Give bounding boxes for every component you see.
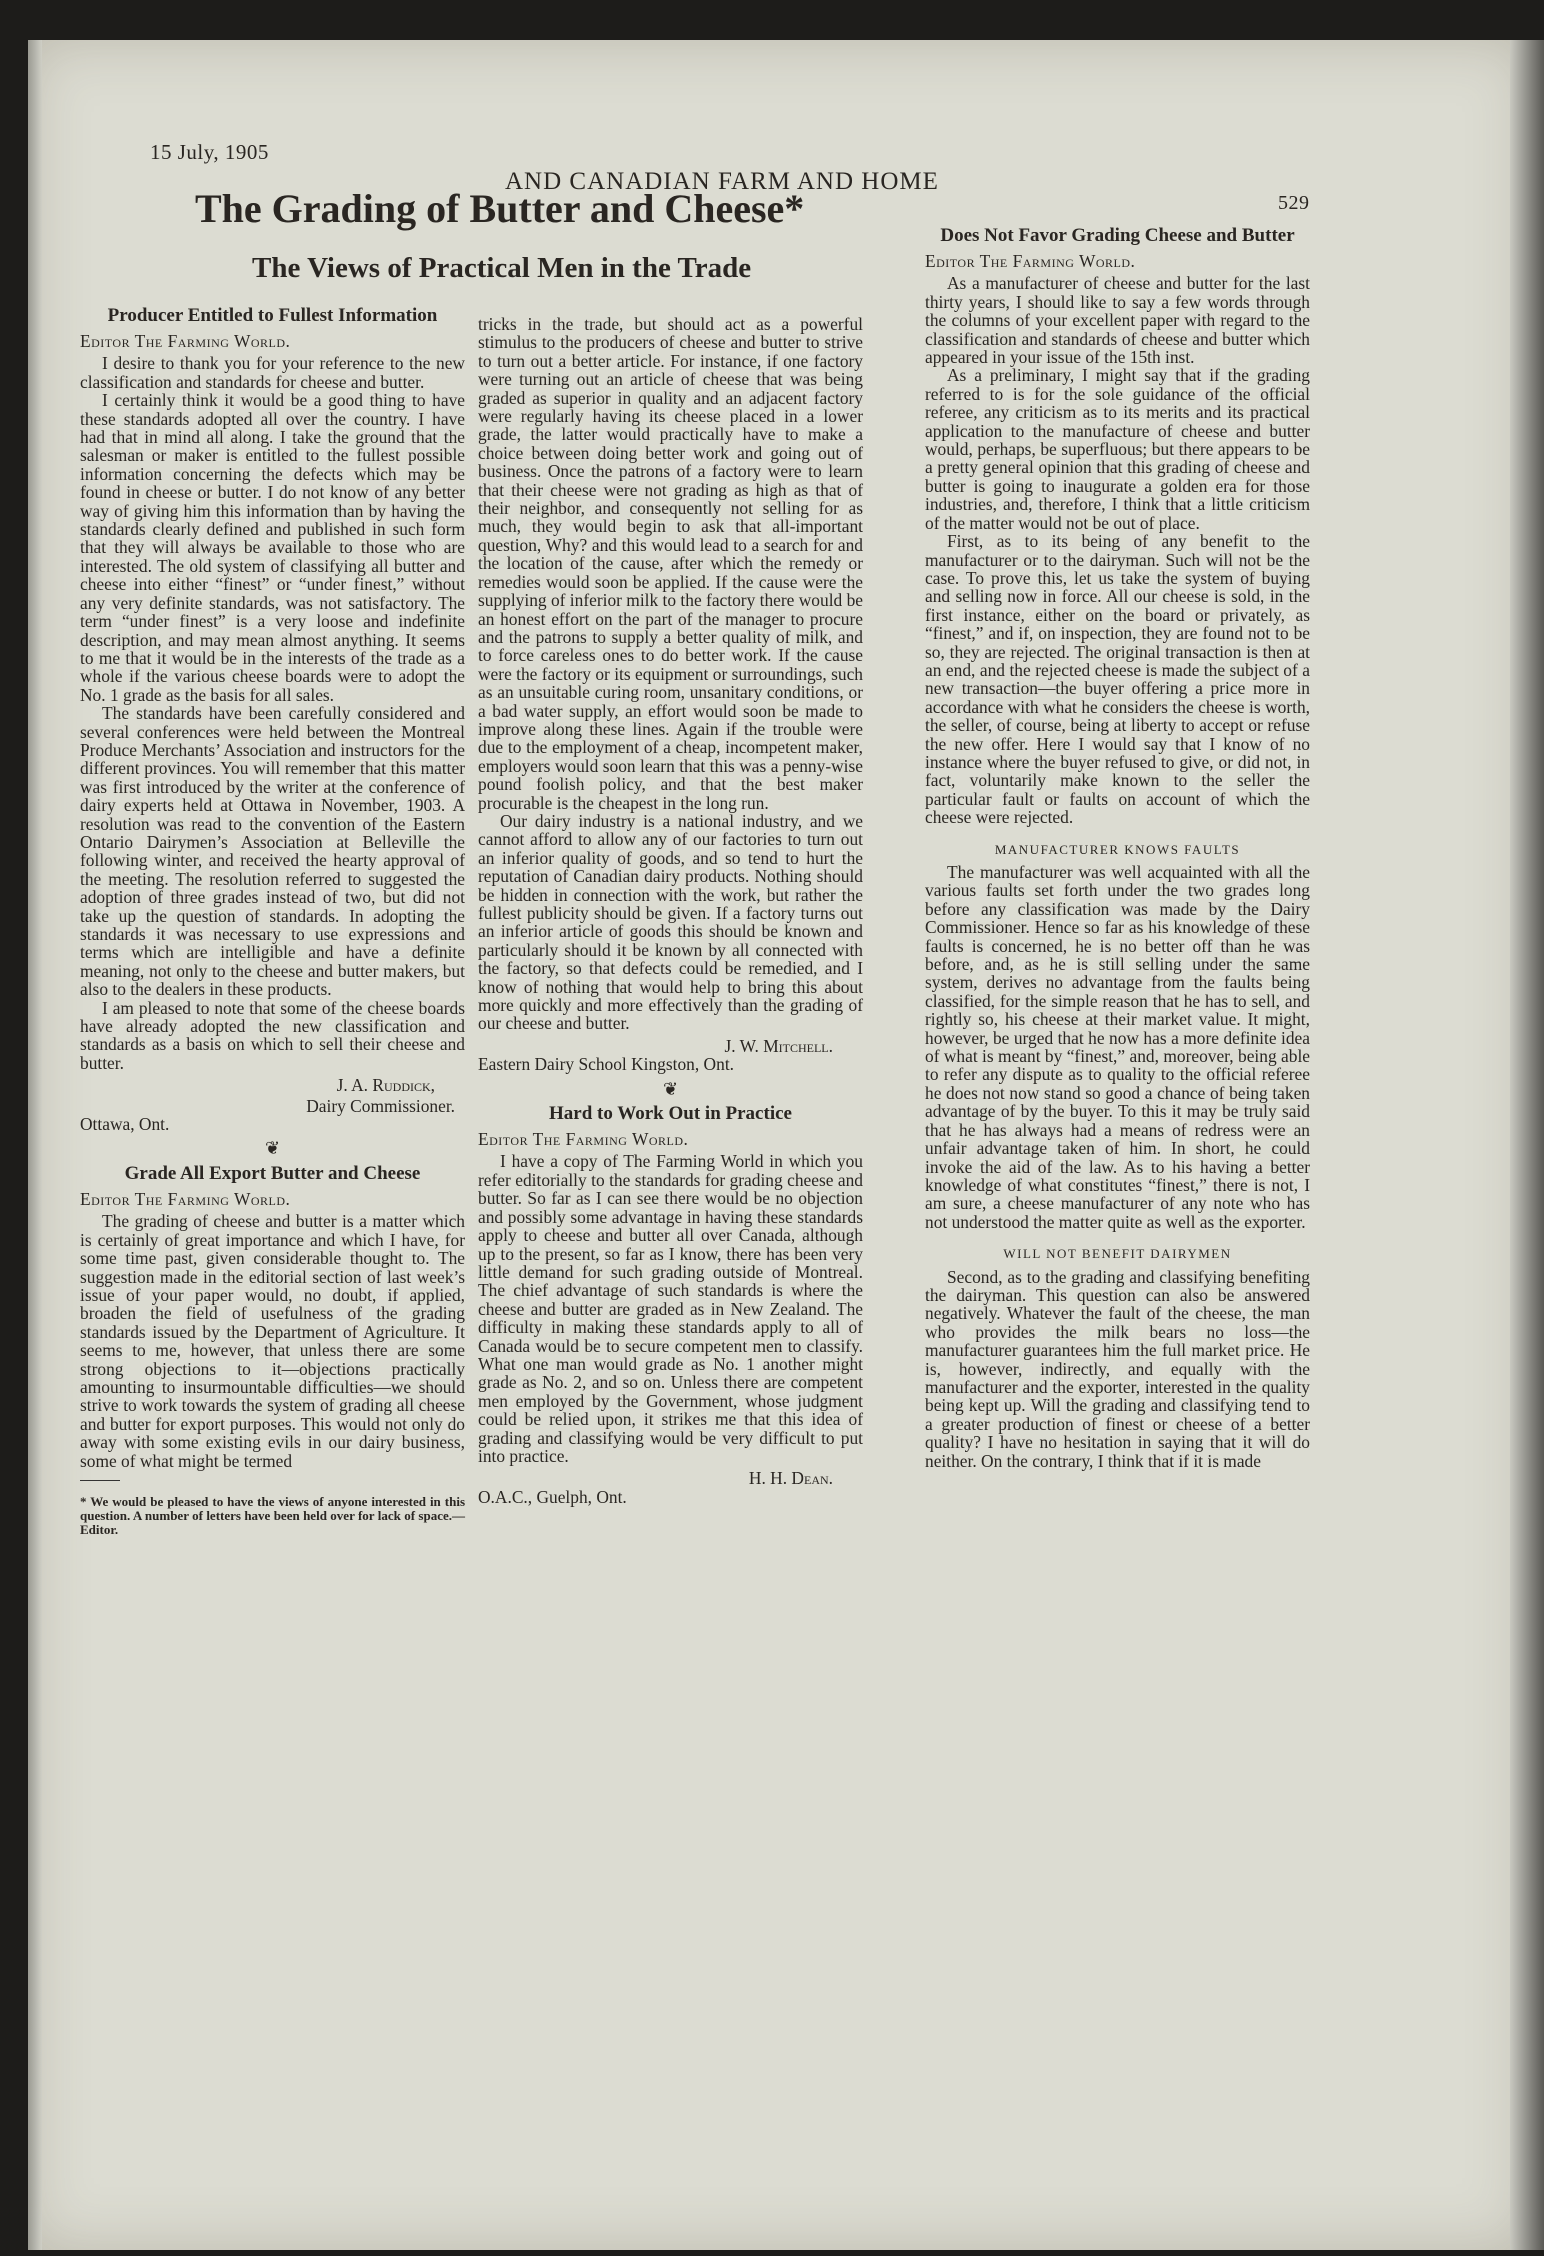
- page-right-edge: [1510, 40, 1544, 2250]
- paragraph: I am pleased to note that some of the cheese boards have already adopted the new classification and standards as a basis on which to sell their cheese and butter.: [80, 997, 465, 1073]
- paragraph: tricks in the trade, but should act as a powerful stimulus to the producers of cheese and butter to strive to turn out a better article. For instance, if one factory were turning out an article of cheese that was being graded as superior in quality and an adjacent factory were regularly having its cheese placed in a lower grade, the latter would practically have to make a choice between doing better work and going out of business. Once the patrons of a factory were to learn that their cheese were not grading as high as that of their neighbor, and consequently not selling for as much, they would begin to ask that all-important question, Why? and this would lead to a search for and the location of the cause, after which the remedy or remedies would soon be applied. If the cause were the supplying of inferior milk to the factory there would be an honest effort on the part of the manager to procure and the patrons to supply a better quality of milk, and to force careless ones to do better work. If the cause were the factory or its equipment or surroundings, such as an unsuitable curing room, unsanitary conditions, or a bad water supply, an effort would soon be made to improve along these lines. Again if the trouble were due to the employment of a cheap, incompetent maker, employers would soon learn that this was a penny-wise pound foolish policy, and that the best maker procurable is the cheapest in the long run.: [478, 314, 863, 813]
- article-subtitle: The Views of Practical Men in the Trade: [252, 252, 752, 284]
- paragraph: As a manufacturer of cheese and butter for the last thirty years, I should like to say a few words through the columns of your excellent paper with regard to the classification and standards of cheese and butter which appeared in your issue of the 15th inst.: [925, 273, 1310, 368]
- paragraph: I certainly think it would be a good thing to have these standards adopted all over the country. I have had that in mind all along. I take the ground that the salesman or maker is entitled to the fullest possible information concerning the defects which may be found in cheese or butter. I do not know of any better way of giving him this information than by having the standards clearly defined and published in such form that they will always be available to those who are interested. The old system of classifying all butter and cheese into either “finest” or “under finest,” without any very definite standards, was not satisfactory. The term “under finest” is a very loose and indefinite description, and may mean almost anything. It seems to me that it would be in the interests of the trade as a whole if the various cheese boards were to adopt the No. 1 grade as the basis for all sales.: [80, 390, 465, 705]
- author-title: Dairy Commissioner.: [306, 1095, 455, 1116]
- author-place: Eastern Dairy School Kingston, Ont.: [478, 1054, 734, 1075]
- paragraph: The manufacturer was well acquainted with all the various faults set forth under the two grades long before any classification was made by the Dairy Commissioner. Hence so far as his knowledge of these faults is concerned, he is no better off than he was before, and, as he is still selling under the same system, derives no advantage from the faults being classified, for the simple reason that he has to sell, and rightly so, his cheese at their market value. It might, however, be urged that he now has a more definite idea of what is meant by “finest,” and, moreover, being able to refer any dispute as to quality to the official referee he does not now stand so good a chance of being taken advantage of by the buyer. To this it may be truly said that he has always had a means of redress were an unfair advantage taken of him. In short, he could invoke the aid of the law. As to his having a better knowledge of what constitutes “finest,” there is not, I am sure, a cheese manufacturer of any note who has not understood the matter quite as well as the exporter.: [925, 862, 1310, 1232]
- section-heading: Does Not Favor Grading Cheese and Butter: [940, 225, 1295, 246]
- section-heading: Grade All Export Butter and Cheese: [124, 1162, 421, 1184]
- author-signature: H. H. Dean.: [748, 1468, 833, 1489]
- issue-date: 15 July, 1905: [150, 140, 269, 164]
- column-3: [925, 220, 1310, 1470]
- editor-salutation: Editor The Farming World.: [80, 331, 291, 351]
- section-heading: Producer Entitled to Fullest Information: [107, 305, 438, 326]
- paragraph: I have a copy of The Farming World in which you refer editorially to the standards for grading cheese and butter. So far as I can see there would be no objection and possibly some advantage in having these standards apply to cheese and butter all over Canada, although up to the present, so far as I know, there has been very little demand for such grading outside of Montreal. The chief advantage of such standards is where the cheese and butter are graded as in New Zealand. The difficulty in making these standards apply to all of Canada would be to secure competent men to classify. What one man would grade as No. 1 another might grade as No. 2, and so on. Unless there are competent men employed by the Government, whose judgment could be relied upon, it strikes me that this idea of grading and classifying would be very difficult to put into practice.: [478, 1151, 863, 1466]
- editor-salutation: Editor The Farming World.: [478, 1129, 689, 1150]
- footnote: * We would be pleased to have the views of anyone interested in this question. A number of letters have been held over for lack of space.—Editor.: [80, 1493, 465, 1537]
- subheading: WILL NOT BENEFIT DAIRYMEN: [1003, 1246, 1232, 1262]
- editor-salutation: Editor The Farming World.: [925, 251, 1136, 271]
- paragraph: Our dairy industry is a national industry, and we cannot afford to allow any of our factories to turn out an inferior quality of goods, and so tend to hurt the reputation of Canadian dairy products. Nothing should be hidden in connection with the work, but rather the fullest publicity should be given. If a factory turns out an inferior article of goods this should be known and particularly should it be known by all connected with the factory, so that defects could be remedied, and I know of nothing that would help to bring this about more quickly and more effectively than the grading of our cheese and butter.: [478, 810, 863, 1034]
- paragraph: Second, as to the grading and classifying benefiting the dairyman. This question can also be answered negatively. Whatever the fault of the cheese, the man who provides the milk bears no loss—the manufacturer guarantees him the full market price. He is, however, indirectly, and equally with the manufacturer and the exporter, interested in the quality being kept up. Will the grading and classifying tend to a greater production of finest or cheese of a better quality? I have no hesitation in saying that it will do neither. On the contrary, I think that if it is made: [925, 1266, 1310, 1471]
- subheading: MANUFACTURER KNOWS FAULTS: [994, 841, 1241, 857]
- ornament-icon: ❦: [264, 1138, 281, 1159]
- column-1: [80, 300, 465, 1537]
- ornament-icon: ❦: [662, 1078, 679, 1099]
- author-place: O.A.C., Guelph, Ont.: [478, 1486, 627, 1507]
- editor-salutation: Editor The Farming World.: [80, 1188, 291, 1209]
- page-number: 529: [1278, 192, 1310, 214]
- paragraph: As a preliminary, I might say that if the grading referred to is for the sole guidance of the official referee, any criticism as to its merits and its practical application to the manufacture of cheese and butter would, perhaps, be superfluous; but there appears to be a pretty general opinion that this grading of cheese and butter is going to inaugurate a golden era for those industries, and, therefore, I think that a little criticism of the matter would not be out of place.: [925, 365, 1310, 533]
- section-heading: Hard to Work Out in Practice: [549, 1103, 792, 1125]
- footnote-rule: [80, 1480, 120, 1481]
- author-signature: J. W. Mitchell.: [724, 1035, 833, 1056]
- column-2: [478, 315, 863, 1506]
- author-signature: J. A. Ruddick,: [336, 1075, 435, 1096]
- article-title: The Grading of Butter and Cheese*: [195, 186, 805, 231]
- paragraph: The standards have been carefully considered and several conferences were held between the Montreal Produce Merchants’ Association and instructors for the different provinces. You will remember that this matter was first introduced by the writer at the conference of dairy experts held at Ottawa in November, 1903. A resolution was read to the convention of the Eastern Ontario Dairymen’s Association at Belleville the following winter, and received the hearty approval of the meeting. The resolution referred to suggested the adoption of three grades instead of two, but did not take up the question of standards. In adopting the standards it was necessary to use expressions and terms which are intelligible and have a definite meaning, not only to the cheese and butter makers, but also to the dealers in these products.: [80, 703, 465, 1000]
- paragraph: The grading of cheese and butter is a matter which is certainly of great importance and which I have, for some time past, given considerable thought to. The suggestion made in the editorial section of last week’s issue of your paper would, no doubt, if applied, broaden the field of usefulness of the grading standards issued by the Department of Agriculture. It seems to me, however, that unless there are some strong objections to it—objections practically amounting to insurmountable difficulties—we should strive to work towards the system of grading all cheese and butter for export purposes. This would not only do away with some existing evils in our dairy business, some of what might be termed: [80, 1211, 465, 1471]
- page-binding-edge: [28, 40, 42, 2250]
- paragraph: I desire to thank you for your reference to the new classification and standards for cheese and butter.: [80, 353, 465, 392]
- paragraph: First, as to its being of any benefit to the manufacturer or to the dairyman. Such will not be the case. To prove this, let us take the system of buying and selling now in force. All our cheese is sold, in the first instance, either on the board or privately, as “finest,” and if, on inspection, they are found not to be so, they are rejected. The original transaction is then at an end, and the rejected cheese is made the subject of a new transaction—the buyer offering a price more in accordance with what he considers the cheese is worth, the seller, of course, being at liberty to accept or refuse the new offer. Here I would say that I know of no instance where the buyer refused to give, or did not, in fact, voluntarily make known to the seller the particular fault or faults on account of which the cheese were rejected.: [925, 531, 1310, 828]
- author-place: Ottawa, Ont.: [80, 1114, 170, 1135]
- running-head: AND CANADIAN FARM AND HOME: [505, 168, 939, 195]
